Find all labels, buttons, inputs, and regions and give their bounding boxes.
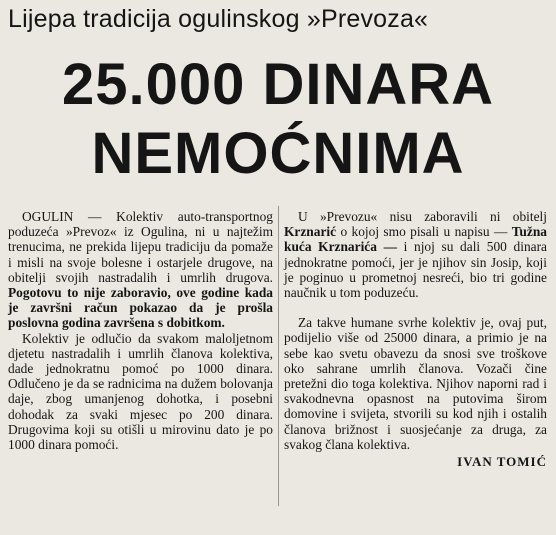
article-column-right bbox=[284, 209, 547, 469]
family-name: Krznarić bbox=[284, 224, 337, 240]
headline-line-1: 25.000 DINARA bbox=[61, 52, 495, 117]
headline-line-2: NEMOĆNIMA bbox=[91, 121, 465, 186]
paragraph-3 bbox=[284, 209, 547, 300]
author-signature: IVAN TOMIĆ bbox=[457, 454, 547, 470]
paragraph-3-text-c: i njoj su dali 500 dinara jednokratne pomoći, jer je njihov sin Josip, koji je poginuo u prometnoj nesreći, bio tri godine naučnik u tom poduzeću. bbox=[284, 239, 547, 301]
paragraph-3-text-a: U »Prevozu« nisu zaboravili ni obitelj bbox=[298, 209, 547, 224]
paragraph-1 bbox=[8, 209, 273, 331]
article-column-left bbox=[8, 209, 273, 452]
paragraph-4: Za takve humane svrhe kolektiv je, ovaj put, podijelio više od 25000 dinara, a primio je na sebe kao svetu obavezu da snosi sve troškove oko sahrane umrlih članova. Vozači čine pretežni dio toga kolektiva. Njihov naporni rad i svakodnevna opasnost na putovima širom domovine i svijeta, stvorili su kod njih i ostalih članova brižnost i suosjećanje za druga, za svakog člana kolektiva. bbox=[284, 315, 547, 452]
paragraph-gap bbox=[284, 300, 547, 315]
paragraph-2: Kolektiv je odlučio da svakom maloljetnom djetetu nastradalih i umrlih članova kolektiva, dade jednokratnu pomoć po 1000 dinara. Odlučeno je da se radnicima na dužem bolovanja daje, zbog umanjenog dohotka, i posebni dohodak za svaki mjesec po 200 dinara. Drugovima koji su otišli u mirovinu dato je po 1000 dinara pomoći. bbox=[8, 330, 273, 453]
referenced-article-title: Tužna kuća Krznarića — bbox=[284, 224, 547, 255]
paragraph-1-bold-text: Pogotovu to nije zaboravio, ove godine kada je završni račun pokazao da je prošla poslovna godina završena s dobitkom. bbox=[8, 285, 273, 331]
kicker-line: Lijepa tradicija ogulinskog »Prevoza« bbox=[8, 5, 429, 33]
paragraph-3-text-b: o kojoj smo pisali u napisu — bbox=[340, 224, 508, 240]
paragraph-1-text: OGULIN — Kolektiv auto-transportnog poduzeća »Prevoz« iz Ogulina, ni u najtežim trenucima, ne prekida lijepu tradiciju da pomaže i misli na svoje bolesne i ostarjele drugove, na obitelji svojih nastradalih i umrlih drugova. bbox=[8, 209, 273, 285]
column-divider bbox=[278, 206, 279, 506]
